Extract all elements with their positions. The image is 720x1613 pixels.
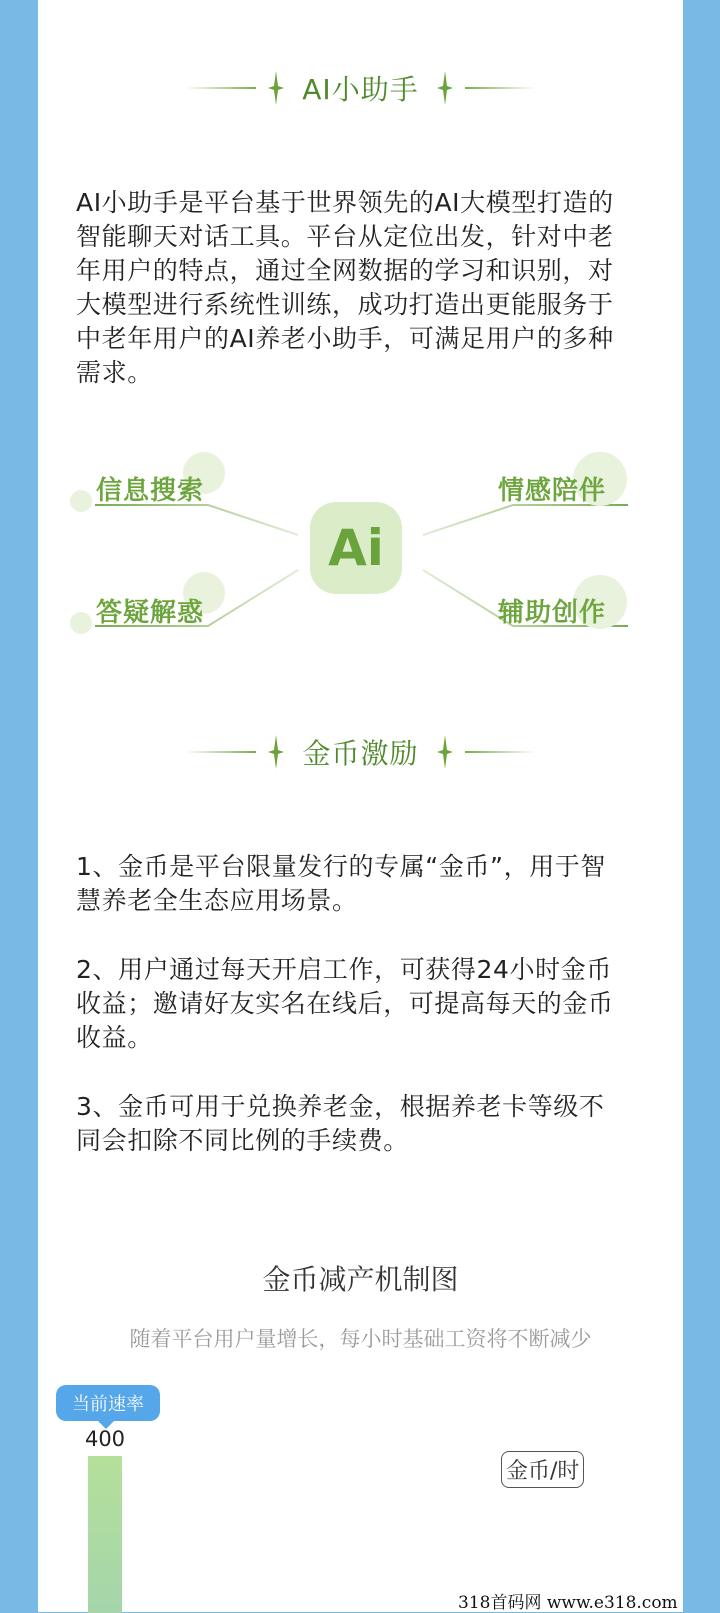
coin-text-line: 收益；邀请好友实名在线后，可提高每天的金币	[76, 989, 614, 1018]
feature-info-search: 信息搜索	[96, 476, 205, 506]
chart-bar	[88, 1456, 122, 1613]
chart-subtitle: 随着平台用户量增长，每小时基础工资将不断减少	[129, 1327, 592, 1351]
coin-section-title	[38, 730, 683, 774]
chart-bar-value-label: 400	[84, 1427, 126, 1451]
chart-unit-label: 金币/时	[501, 1451, 584, 1488]
title-divider-left	[186, 751, 256, 753]
decor-bubble	[70, 612, 92, 634]
coin-text-line: 1、金币是平台限量发行的专属“金币”，用于智	[76, 852, 607, 881]
site-watermark: 318首码网 www.e318.com	[458, 1593, 678, 1613]
ai-section-heading: AI小助手	[302, 73, 419, 106]
sparkle-icon	[264, 734, 288, 770]
feature-emotional-companion: 情感陪伴	[498, 476, 607, 506]
ai-intro-paragraph	[76, 186, 646, 390]
title-divider-right	[465, 751, 535, 753]
coin-section-heading: 金币激励	[302, 737, 419, 770]
sparkle-icon	[433, 734, 457, 770]
feature-question-answering: 答疑解惑	[96, 598, 205, 628]
coin-paragraph-2	[76, 953, 646, 1055]
ai-intro-line: 智能聊天对话工具。平台从定位出发，针对中老	[76, 222, 614, 251]
ai-intro-line: AI小助手是平台基于世界领先的AI大模型打造的	[76, 188, 614, 217]
coin-text-line: 收益。	[76, 1023, 153, 1052]
ai-logo-badge: Ai	[310, 502, 402, 594]
ai-intro-line: 需求。	[76, 358, 153, 387]
sparkle-icon	[264, 70, 288, 106]
ai-intro-line: 年用户的特点，通过全网数据的学习和识别，对	[76, 256, 614, 285]
content-card	[38, 0, 683, 1612]
ai-section-title	[38, 66, 683, 110]
coin-text-line: 3、金币可用于兑换养老金，根据养老卡等级不	[76, 1092, 605, 1121]
ai-intro-line: 中老年用户的AI养老小助手，可满足用户的多种	[76, 324, 614, 353]
feature-creative-assist: 辅助创作	[498, 598, 607, 628]
ai-intro-line: 大模型进行系统性训练，成功打造出更能服务于	[76, 290, 614, 319]
sparkle-icon	[433, 70, 457, 106]
chart-title: 金币减产机制图	[262, 1263, 459, 1296]
coin-paragraph-1	[76, 850, 646, 918]
decor-bubble	[70, 490, 92, 512]
coin-text-line: 慧养老全生态应用场景。	[76, 886, 358, 915]
reduction-chart	[38, 1427, 683, 1612]
title-divider-right	[465, 87, 535, 89]
coin-text-line: 同会扣除不同比例的手续费。	[76, 1126, 409, 1155]
title-divider-left	[186, 87, 256, 89]
coin-text-line: 2、用户通过每天开启工作，可获得24小时金币	[76, 955, 612, 984]
coin-paragraph-3	[76, 1090, 646, 1158]
current-rate-tooltip: 当前速率	[56, 1385, 160, 1421]
